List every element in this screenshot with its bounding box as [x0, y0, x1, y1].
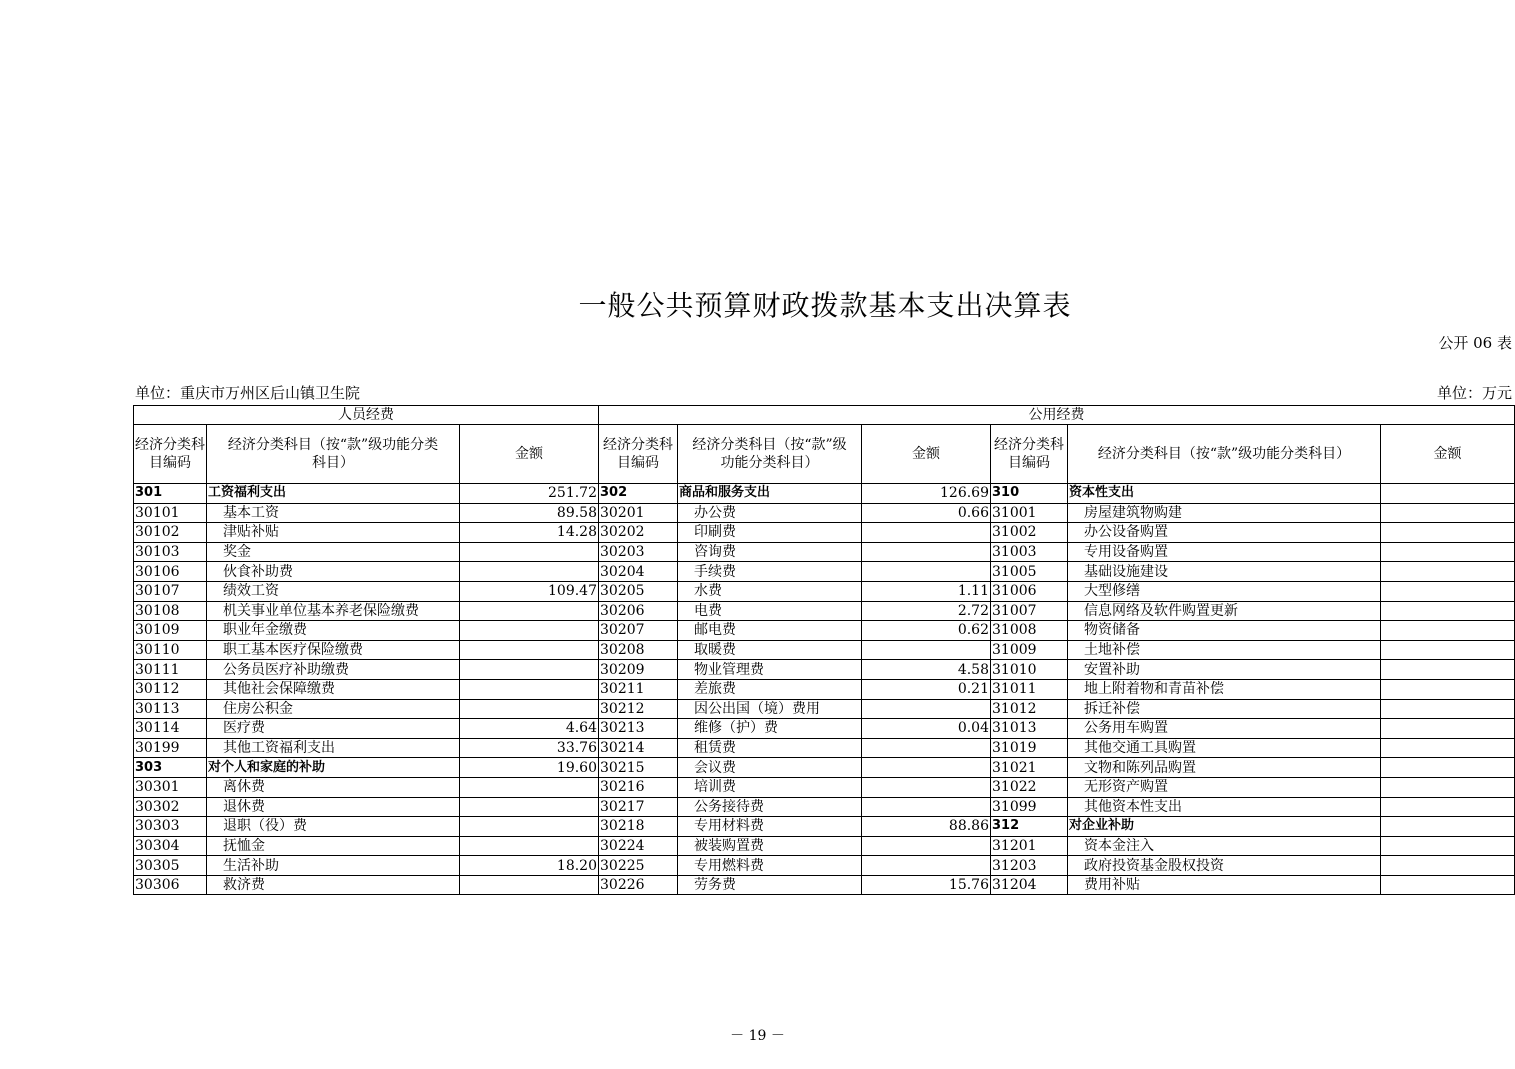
- cell-amount: [460, 601, 599, 621]
- cell-code: 30103: [134, 542, 207, 562]
- cell-amount: [862, 777, 991, 797]
- cell-code: 31005: [991, 562, 1068, 582]
- cell-code: 30205: [599, 581, 678, 601]
- cell-name: 住房公积金: [207, 699, 460, 719]
- cell-code: 30203: [599, 542, 678, 562]
- cell-amount: [1381, 875, 1515, 895]
- cell-amount: 19.60: [460, 758, 599, 778]
- table-row: [134, 836, 1515, 856]
- cell-name: 维修（护）费: [678, 719, 862, 739]
- cell-name: 大型修缮: [1068, 581, 1381, 601]
- table-row: [134, 621, 1515, 641]
- cell-code: 301: [134, 484, 207, 504]
- table-row: [134, 758, 1515, 778]
- cell-amount: [862, 640, 991, 660]
- cell-name: 职工基本医疗保险缴费: [207, 640, 460, 660]
- cell-name: 办公费: [678, 503, 862, 523]
- cell-code: 30208: [599, 640, 678, 660]
- group-header-public: 公用经费: [599, 406, 1515, 425]
- cell-amount: [1381, 484, 1515, 504]
- cell-name: 工资福利支出: [207, 484, 460, 504]
- cell-name: 其他工资福利支出: [207, 738, 460, 758]
- cell-amount: [1381, 738, 1515, 758]
- cell-code: 31011: [991, 679, 1068, 699]
- cell-name: 培训费: [678, 777, 862, 797]
- cell-code: 31022: [991, 777, 1068, 797]
- table-row: [134, 719, 1515, 739]
- header-name: 经济分类科目（按“款”级功能分类科目）: [678, 425, 862, 484]
- cell-code: 30212: [599, 699, 678, 719]
- cell-code: 31019: [991, 738, 1068, 758]
- cell-code: 30109: [134, 621, 207, 641]
- table-row: [134, 875, 1515, 895]
- cell-code: 30206: [599, 601, 678, 621]
- cell-amount: 14.28: [460, 523, 599, 543]
- cell-name: 物资储备: [1068, 621, 1381, 641]
- table-row: [134, 601, 1515, 621]
- cell-amount: [1381, 621, 1515, 641]
- table-row: [134, 797, 1515, 817]
- cell-amount: [862, 699, 991, 719]
- cell-name: 文物和陈列品购置: [1068, 758, 1381, 778]
- table-row: [134, 738, 1515, 758]
- cell-name: 土地补偿: [1068, 640, 1381, 660]
- cell-amount: 251.72: [460, 484, 599, 504]
- cell-code: 31012: [991, 699, 1068, 719]
- cell-amount: [862, 797, 991, 817]
- cell-amount: [1381, 562, 1515, 582]
- cell-name: 专用材料费: [678, 817, 862, 837]
- cell-amount: [1381, 679, 1515, 699]
- header-code: 经济分类科目编码: [134, 425, 207, 484]
- currency-unit: 单位：万元: [1436, 384, 1512, 402]
- table-row: [134, 523, 1515, 543]
- cell-name: 物业管理费: [678, 660, 862, 680]
- cell-name: 无形资产购置: [1068, 777, 1381, 797]
- cell-amount: 88.86: [862, 817, 991, 837]
- cell-amount: 126.69: [862, 484, 991, 504]
- cell-amount: [460, 797, 599, 817]
- page-title: 一般公共预算财政拨款基本支出决算表: [578, 289, 1072, 322]
- cell-amount: 0.21: [862, 679, 991, 699]
- cell-name: 信息网络及软件购置更新: [1068, 601, 1381, 621]
- cell-amount: [1381, 660, 1515, 680]
- cell-name: 费用补贴: [1068, 875, 1381, 895]
- cell-code: 30305: [134, 856, 207, 876]
- cell-amount: 0.66: [862, 503, 991, 523]
- cell-code: 31008: [991, 621, 1068, 641]
- cell-code: 30216: [599, 777, 678, 797]
- cell-name: 办公设备购置: [1068, 523, 1381, 543]
- cell-name: 其他资本性支出: [1068, 797, 1381, 817]
- cell-code: 30108: [134, 601, 207, 621]
- cell-amount: [460, 660, 599, 680]
- cell-code: 30306: [134, 875, 207, 895]
- cell-name: 劳务费: [678, 875, 862, 895]
- cell-name: 退休费: [207, 797, 460, 817]
- cell-amount: 0.62: [862, 621, 991, 641]
- cell-code: 30214: [599, 738, 678, 758]
- cell-amount: 4.64: [460, 719, 599, 739]
- cell-name: 安置补助: [1068, 660, 1381, 680]
- cell-code: 30199: [134, 738, 207, 758]
- cell-code: 30211: [599, 679, 678, 699]
- group-header-personnel: 人员经费: [134, 406, 599, 425]
- cell-amount: [460, 640, 599, 660]
- cell-code: 30304: [134, 836, 207, 856]
- cell-amount: 2.72: [862, 601, 991, 621]
- cell-code: 31010: [991, 660, 1068, 680]
- cell-code: 30226: [599, 875, 678, 895]
- cell-amount: [1381, 758, 1515, 778]
- cell-code: 30218: [599, 817, 678, 837]
- header-name: 经济分类科目（按“款”级功能分类科目）: [207, 425, 460, 484]
- cell-name: 其他社会保障缴费: [207, 679, 460, 699]
- cell-amount: [1381, 836, 1515, 856]
- cell-name: 政府投资基金股权投资: [1068, 856, 1381, 876]
- cell-code: 31203: [991, 856, 1068, 876]
- cell-code: 30101: [134, 503, 207, 523]
- cell-code: 30102: [134, 523, 207, 543]
- cell-amount: [1381, 542, 1515, 562]
- cell-code: 31201: [991, 836, 1068, 856]
- cell-code: 30106: [134, 562, 207, 582]
- cell-name: 伙食补助费: [207, 562, 460, 582]
- cell-code: 31002: [991, 523, 1068, 543]
- cell-name: 被装购置费: [678, 836, 862, 856]
- header-amount: 金额: [460, 425, 599, 484]
- cell-amount: [862, 523, 991, 543]
- table-row: [134, 484, 1515, 504]
- cell-code: 30224: [599, 836, 678, 856]
- cell-code: 31013: [991, 719, 1068, 739]
- cell-amount: [1381, 581, 1515, 601]
- cell-code: 30215: [599, 758, 678, 778]
- cell-amount: [862, 836, 991, 856]
- table-row: [134, 542, 1515, 562]
- cell-name: 奖金: [207, 542, 460, 562]
- page-number: － 19 －: [730, 1028, 785, 1044]
- cell-code: 30202: [599, 523, 678, 543]
- cell-name: 商品和服务支出: [678, 484, 862, 504]
- cell-name: 职业年金缴费: [207, 621, 460, 641]
- cell-code: 30112: [134, 679, 207, 699]
- cell-code: 30207: [599, 621, 678, 641]
- cell-name: 手续费: [678, 562, 862, 582]
- header-amount: 金额: [1381, 425, 1515, 484]
- cell-code: 31021: [991, 758, 1068, 778]
- cell-code: 31007: [991, 601, 1068, 621]
- cell-amount: 1.11: [862, 581, 991, 601]
- cell-name: 对个人和家庭的补助: [207, 758, 460, 778]
- cell-amount: [460, 542, 599, 562]
- cell-name: 退职（役）费: [207, 817, 460, 837]
- cell-code: 303: [134, 758, 207, 778]
- cell-name: 资本性支出: [1068, 484, 1381, 504]
- cell-name: 电费: [678, 601, 862, 621]
- cell-amount: [460, 836, 599, 856]
- cell-name: 专用设备购置: [1068, 542, 1381, 562]
- cell-amount: 0.04: [862, 719, 991, 739]
- cell-code: 30303: [134, 817, 207, 837]
- cell-name: 基础设施建设: [1068, 562, 1381, 582]
- table-row: [134, 562, 1515, 582]
- cell-name: 公务接待费: [678, 797, 862, 817]
- cell-code: 30110: [134, 640, 207, 660]
- cell-amount: [460, 817, 599, 837]
- cell-code: 30114: [134, 719, 207, 739]
- cell-amount: [460, 777, 599, 797]
- cell-name: 专用燃料费: [678, 856, 862, 876]
- cell-amount: [460, 699, 599, 719]
- cell-name: 差旅费: [678, 679, 862, 699]
- cell-amount: [460, 875, 599, 895]
- cell-amount: [460, 679, 599, 699]
- cell-code: 31009: [991, 640, 1068, 660]
- cell-name: 因公出国（境）费用: [678, 699, 862, 719]
- cell-amount: [862, 856, 991, 876]
- cell-name: 公务员医疗补助缴费: [207, 660, 460, 680]
- table-row: [134, 699, 1515, 719]
- cell-name: 房屋建筑物购建: [1068, 503, 1381, 523]
- cell-amount: [1381, 817, 1515, 837]
- cell-amount: [460, 621, 599, 641]
- cell-code: 30301: [134, 777, 207, 797]
- cell-amount: [862, 738, 991, 758]
- cell-amount: 89.58: [460, 503, 599, 523]
- cell-name: 租赁费: [678, 738, 862, 758]
- cell-amount: [1381, 856, 1515, 876]
- cell-amount: [1381, 640, 1515, 660]
- cell-name: 资本金注入: [1068, 836, 1381, 856]
- cell-amount: [1381, 777, 1515, 797]
- table-row: [134, 660, 1515, 680]
- cell-name: 基本工资: [207, 503, 460, 523]
- cell-name: 绩效工资: [207, 581, 460, 601]
- table-row: [134, 856, 1515, 876]
- cell-name: 对企业补助: [1068, 817, 1381, 837]
- cell-amount: [862, 542, 991, 562]
- cell-name: 水费: [678, 581, 862, 601]
- cell-amount: [1381, 503, 1515, 523]
- cell-amount: [862, 758, 991, 778]
- form-number: 公开 06 表: [1438, 334, 1512, 352]
- cell-name: 邮电费: [678, 621, 862, 641]
- header-amount: 金额: [862, 425, 991, 484]
- cell-code: 30213: [599, 719, 678, 739]
- table-row: [134, 640, 1515, 660]
- cell-amount: 109.47: [460, 581, 599, 601]
- cell-amount: [1381, 797, 1515, 817]
- header-code: 经济分类科目编码: [599, 425, 678, 484]
- cell-amount: [862, 562, 991, 582]
- cell-name: 生活补助: [207, 856, 460, 876]
- organization-unit: 单位：重庆市万州区后山镇卫生院: [135, 384, 361, 402]
- cell-code: 30217: [599, 797, 678, 817]
- header-name: 经济分类科目（按“款”级功能分类科目）: [1068, 425, 1381, 484]
- cell-amount: 18.20: [460, 856, 599, 876]
- table-row: [134, 581, 1515, 601]
- cell-code: 31099: [991, 797, 1068, 817]
- cell-code: 30107: [134, 581, 207, 601]
- header-code: 经济分类科目编码: [991, 425, 1068, 484]
- cell-name: 医疗费: [207, 719, 460, 739]
- cell-amount: 15.76: [862, 875, 991, 895]
- cell-amount: [1381, 601, 1515, 621]
- cell-name: 机关事业单位基本养老保险缴费: [207, 601, 460, 621]
- cell-code: 30201: [599, 503, 678, 523]
- cell-name: 印刷费: [678, 523, 862, 543]
- cell-code: 30113: [134, 699, 207, 719]
- cell-amount: [1381, 719, 1515, 739]
- table-row: [134, 679, 1515, 699]
- cell-name: 取暖费: [678, 640, 862, 660]
- cell-name: 抚恤金: [207, 836, 460, 856]
- table-row: [134, 777, 1515, 797]
- cell-code: 31001: [991, 503, 1068, 523]
- cell-code: 30209: [599, 660, 678, 680]
- cell-name: 会议费: [678, 758, 862, 778]
- cell-code: 30204: [599, 562, 678, 582]
- cell-code: 31003: [991, 542, 1068, 562]
- cell-name: 公务用车购置: [1068, 719, 1381, 739]
- cell-amount: 4.58: [862, 660, 991, 680]
- table-row: [134, 817, 1515, 837]
- cell-name: 离休费: [207, 777, 460, 797]
- expenditure-table: [133, 405, 1515, 895]
- cell-amount: 33.76: [460, 738, 599, 758]
- cell-code: 310: [991, 484, 1068, 504]
- cell-name: 咨询费: [678, 542, 862, 562]
- cell-amount: [460, 562, 599, 582]
- cell-name: 津贴补贴: [207, 523, 460, 543]
- cell-name: 地上附着物和青苗补偿: [1068, 679, 1381, 699]
- cell-name: 拆迁补偿: [1068, 699, 1381, 719]
- cell-code: 302: [599, 484, 678, 504]
- cell-code: 312: [991, 817, 1068, 837]
- cell-code: 30225: [599, 856, 678, 876]
- cell-amount: [1381, 699, 1515, 719]
- cell-code: 31204: [991, 875, 1068, 895]
- cell-code: 31006: [991, 581, 1068, 601]
- cell-name: 其他交通工具购置: [1068, 738, 1381, 758]
- cell-code: 30302: [134, 797, 207, 817]
- cell-code: 30111: [134, 660, 207, 680]
- cell-name: 救济费: [207, 875, 460, 895]
- cell-amount: [1381, 523, 1515, 543]
- table-row: [134, 503, 1515, 523]
